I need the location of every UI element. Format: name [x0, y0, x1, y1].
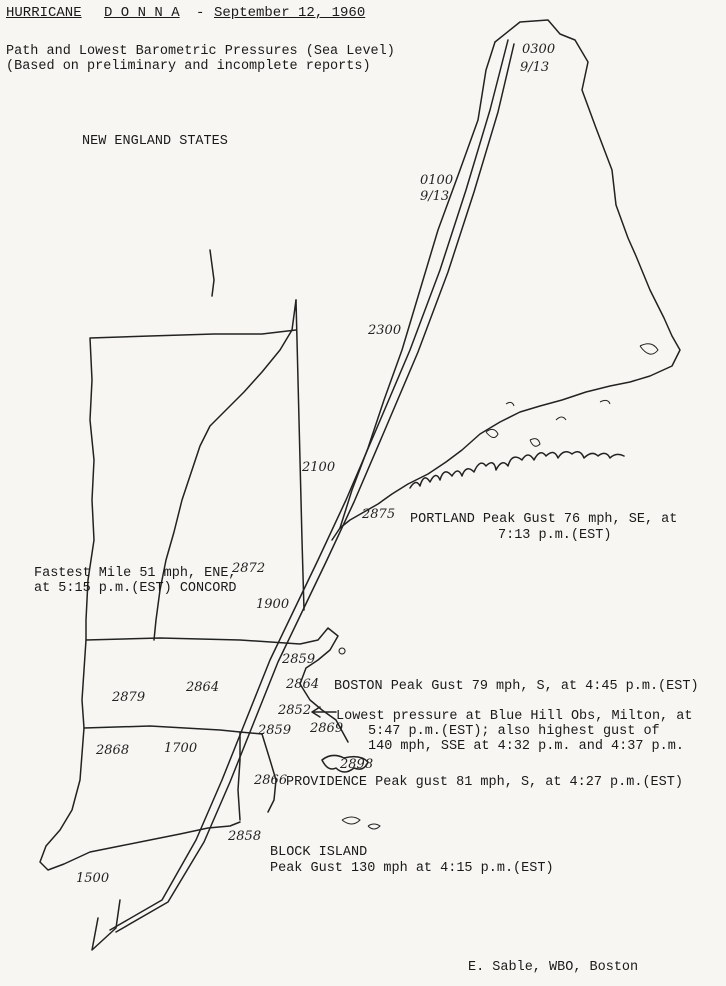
pressure-boston: 2864 [286, 677, 320, 692]
subtitle-line-1: Path and Lowest Barometric Pressures (Sea Level) [6, 44, 395, 59]
lake-fragment [210, 250, 214, 296]
track-label-2300: 2300 [368, 323, 402, 338]
portland-note-line-1: PORTLAND Peak Gust 76 mph, SE, at [410, 512, 678, 527]
bluehill-note-line-1: Lowest pressure at Blue Hill Obs, Milton, at [336, 709, 693, 724]
connecticut-outline [40, 728, 240, 870]
track-label-0100: 0100 [420, 173, 454, 188]
islands [342, 817, 380, 829]
block-island-label: BLOCK ISLAND [270, 845, 368, 860]
block-island-note: Peak Gust 130 mph at 4:15 p.m.(EST) [270, 861, 554, 876]
boston-dot [339, 648, 345, 654]
track-label-1500: 1500 [76, 871, 110, 886]
concord-note-line-2: at 5:15 p.m.(EST) CONCORD [34, 581, 237, 596]
concord-note-line-1: Fastest Mile 51 mph, ENE, [34, 566, 237, 581]
boston-note: BOSTON Peak Gust 79 mph, S, at 4:45 p.m.(EST) [334, 679, 699, 694]
bluehill-note-line-3: 140 mph, SSE at 4:32 p.m. and 4:37 p.m. [368, 739, 684, 754]
pressure-providence: 2866 [254, 773, 288, 788]
track-label-1900: 1900 [256, 597, 290, 612]
pressure-cape: 2898 [340, 757, 374, 772]
region-label: NEW ENGLAND STATES [82, 134, 228, 149]
bluehill-pointer [312, 707, 336, 717]
pressure-boston-north: 2859 [282, 652, 316, 667]
title-word-hurricane: HURRICANE [6, 5, 82, 21]
pressure-worcester-west: 2879 [112, 690, 146, 705]
providence-note: PROVIDENCE Peak gust 81 mph, S, at 4:27 p.m.(EST) [286, 775, 683, 790]
track-date-0100: 9/13 [420, 189, 450, 204]
pressure-block-island: 2858 [228, 829, 262, 844]
track-arrow [92, 900, 120, 950]
portland-note-line-2: 7:13 p.m.(EST) [498, 528, 612, 543]
pressure-worcester: 2864 [186, 680, 220, 695]
pressure-portland: 2875 [362, 507, 396, 522]
maine-nh-border [340, 42, 495, 528]
track-line-b [116, 44, 514, 932]
subtitle-line-2: (Based on preliminary and incomplete reports) [6, 59, 371, 74]
nh-north [296, 300, 304, 610]
maine-coast [410, 452, 624, 488]
maine-islands [486, 344, 658, 447]
bluehill-note-line-2: 5:47 p.m.(EST); also highest gust of [368, 724, 660, 739]
maine-outline [332, 20, 680, 540]
title-word-donna: D O N N A [104, 5, 180, 21]
pressure-concord: 2872 [232, 561, 266, 576]
signature: E. Sable, WBO, Boston [468, 960, 639, 975]
track-label-0300: 0300 [522, 42, 556, 57]
title-dash: - [196, 5, 205, 21]
track-date-0300: 9/13 [520, 60, 550, 75]
title-date: September 12, 1960 [214, 5, 366, 21]
pressure-south-1: 2859 [258, 723, 292, 738]
pressure-hartford: 2868 [96, 743, 130, 758]
pressure-south-2: 2869 [310, 721, 344, 736]
pressure-bluehill: 2852 [278, 703, 312, 718]
track-label-2100: 2100 [302, 460, 336, 475]
track-label-1700: 1700 [164, 741, 198, 756]
